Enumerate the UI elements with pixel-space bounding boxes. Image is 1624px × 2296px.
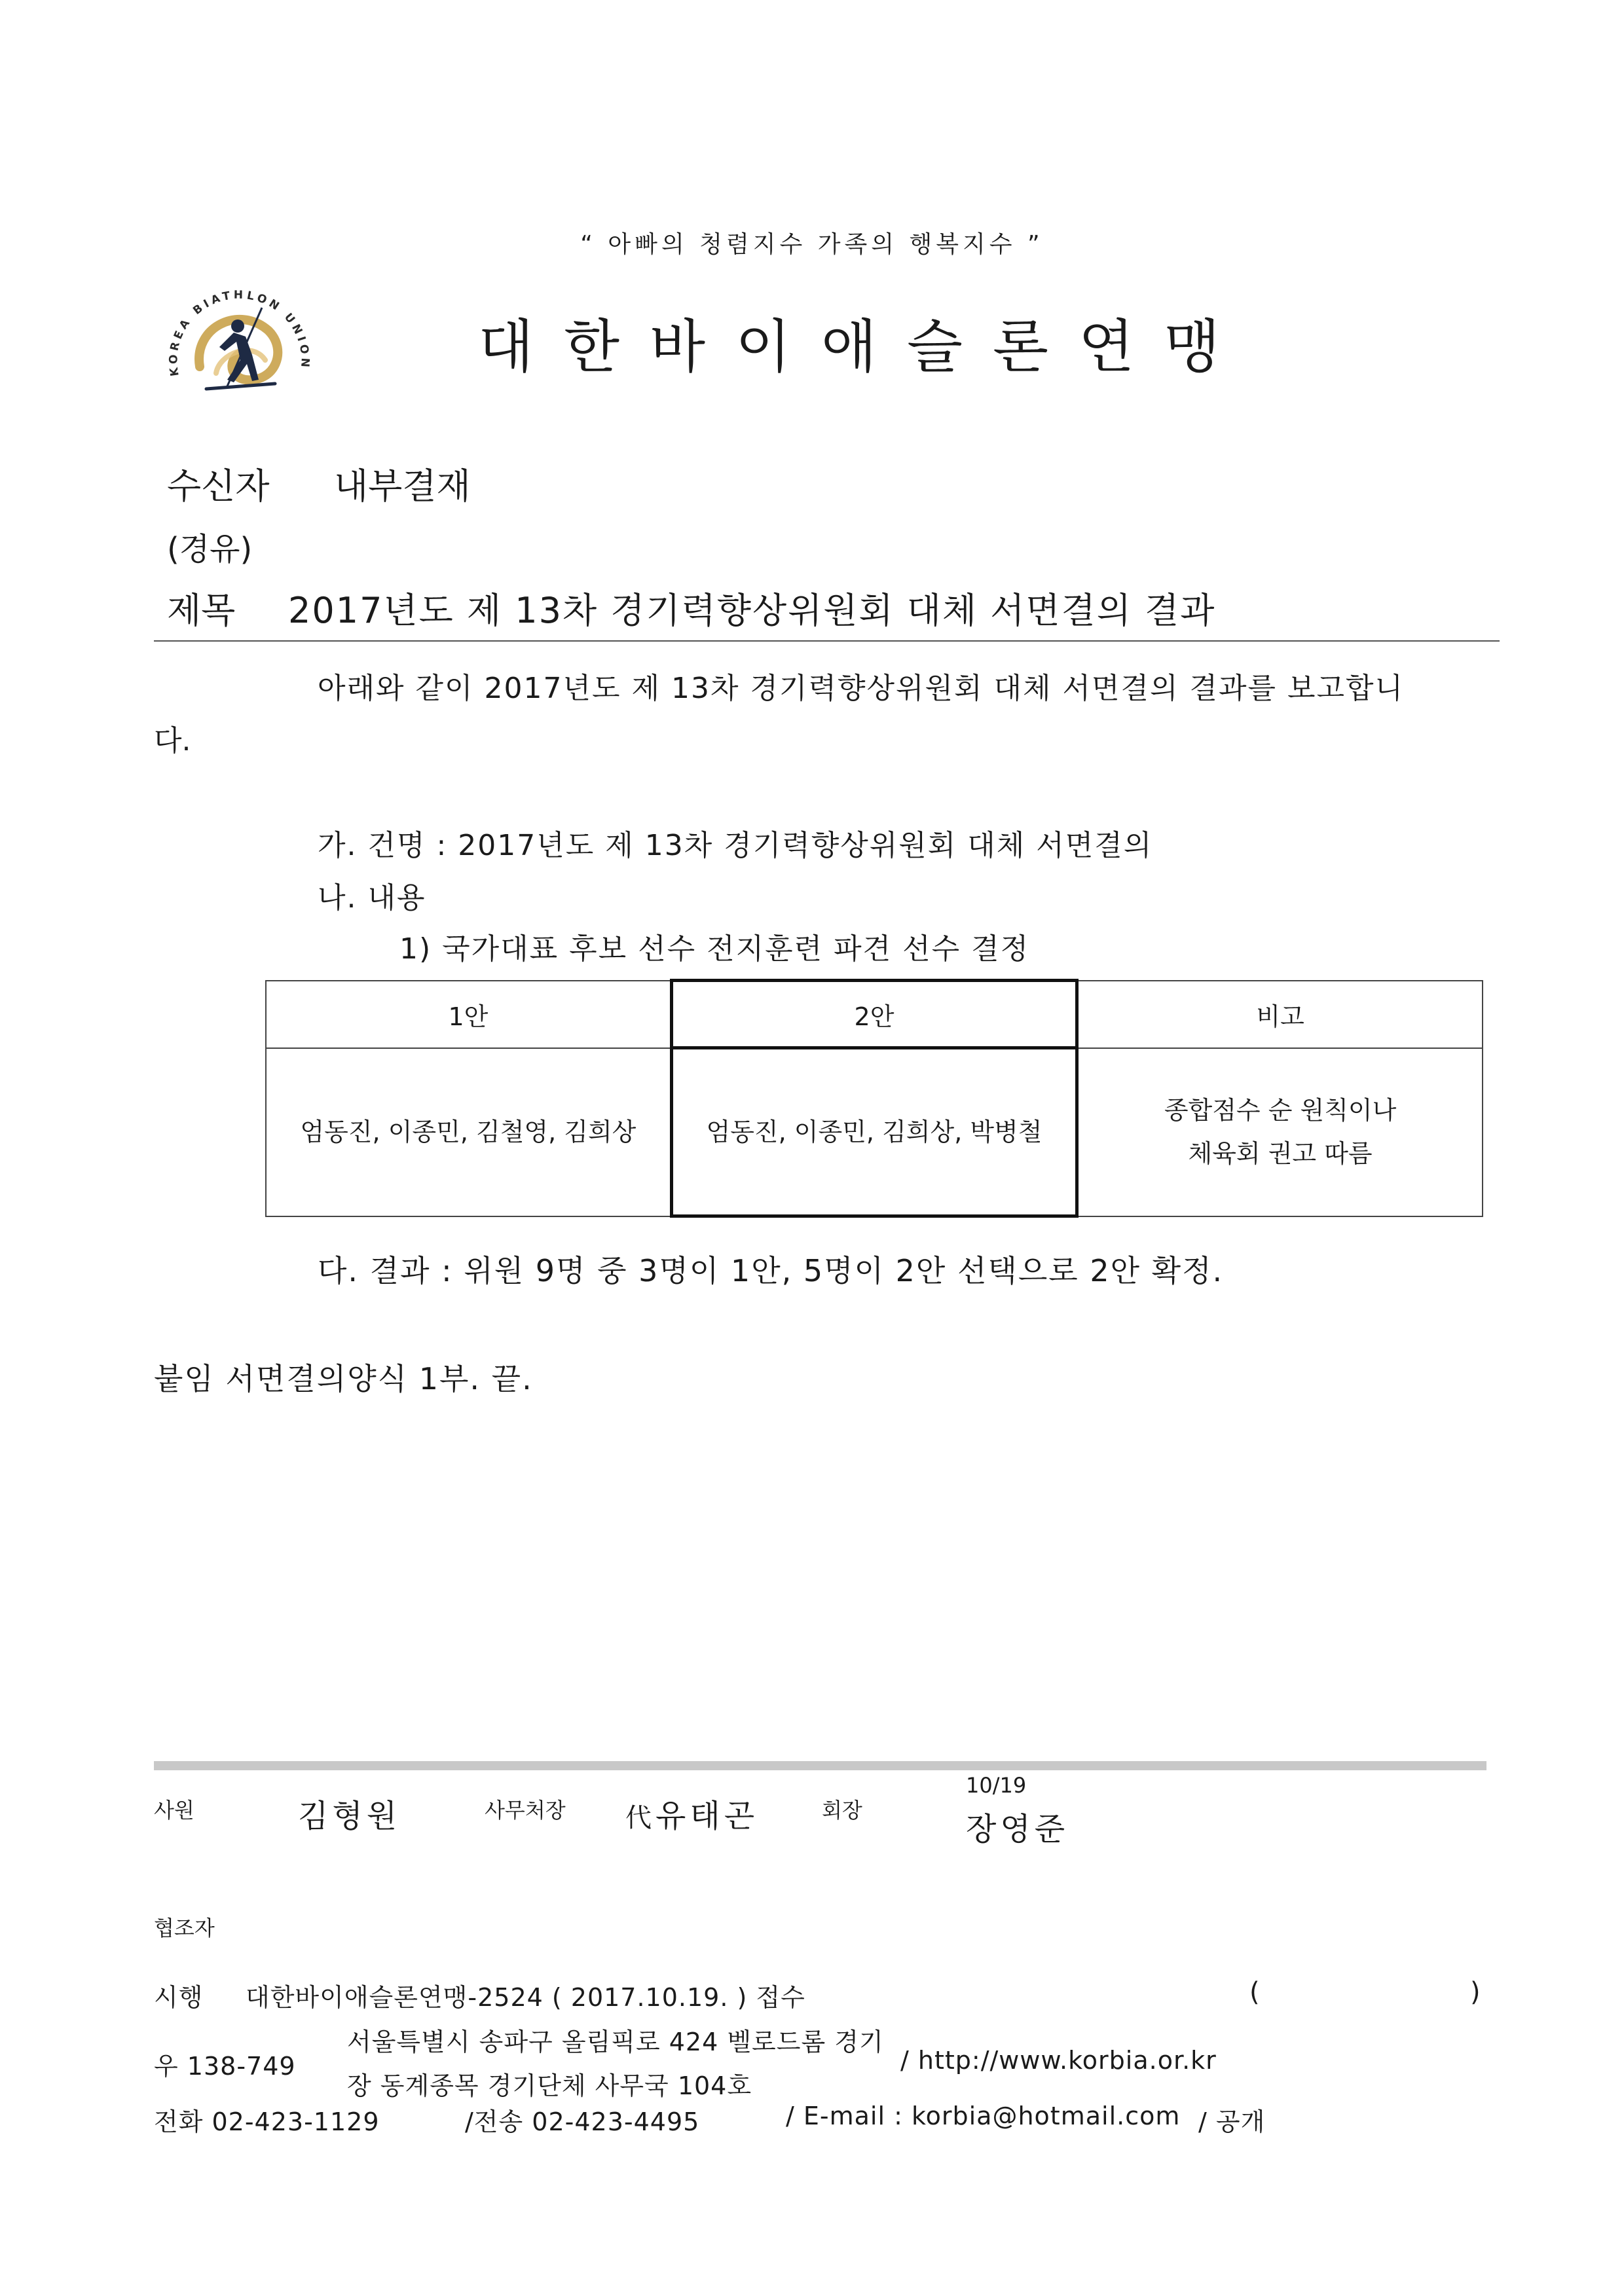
receipt-paren-close: ) (1470, 1977, 1481, 2007)
execution-label: 시행 (154, 1983, 204, 2012)
website-link[interactable]: / http://www.korbia.or.kr (900, 2046, 1217, 2075)
fax-number: /전송 02-423-4495 (465, 2107, 700, 2136)
plan-table (265, 979, 1483, 1218)
deputy-mark: 代 (625, 1803, 655, 1833)
staff-name: 김형원 (298, 1798, 401, 1834)
organization-name: 대한바이애슬론연맹 (478, 313, 1251, 380)
subject-value: 2017년도 제 13차 경기력향상위원회 대체 서면결의 결과 (288, 590, 1216, 631)
zip-code: 우 138-749 (154, 2052, 296, 2081)
via-label: (경유) (167, 531, 253, 568)
table-cell-plan1: 엄동진, 이종민, 김철영, 김희상 (266, 1048, 671, 1216)
secretary-label: 사무처장 (485, 1798, 566, 1823)
slogan: “ 아빠의 청렴지수 가족의 행복지수 ” (580, 231, 1044, 258)
intro-text-line1: 아래와 같이 2017년도 제 13차 경기력향상위원회 대체 서면결의 결과를 보고합니 (318, 672, 1404, 705)
svg-text:KOREA BIATHLON UNION: KOREA BIATHLON UNION (167, 288, 312, 377)
item-na-content: 나. 내용 (318, 881, 426, 915)
address-line1: 서울특별시 송파구 올림픽로 424 벨로드롬 경기 (347, 2028, 884, 2056)
secretary-signature (625, 1791, 758, 1836)
receiver-value: 내부결재 (334, 465, 471, 507)
table-header-plan1: 1안 (266, 981, 671, 1048)
table-header-plan2: 2안 (671, 981, 1077, 1048)
execution-value: 대한바이애슬론연맹-2524 ( 2017.10.19. ) 접수 (246, 1983, 805, 2012)
secretary-name: 유태곤 (655, 1798, 759, 1834)
intro-text-line2: 다. (154, 724, 191, 757)
receiver-label: 수신자 (167, 465, 270, 507)
attachment-line: 붙임 서면결의양식 1부. 끝. (154, 1361, 533, 1396)
table-header-remarks: 비고 (1077, 981, 1483, 1048)
table-cell-plan2: 엄동진, 이종민, 김희상, 박병철 (671, 1048, 1077, 1216)
approval-divider (154, 1761, 1486, 1770)
email-address[interactable]: / E-mail : korbia@hotmail.com (786, 2102, 1181, 2130)
table-row (266, 1048, 1483, 1216)
header-divider (154, 640, 1500, 642)
item-ga-title: 가. 건명 : 2017년도 제 13차 경기력향상위원회 대체 서면결의 (318, 829, 1153, 862)
table-header-row (266, 981, 1483, 1048)
item-1-decision: 1) 국가대표 후보 선수 전지훈련 파견 선수 결정 (399, 932, 1030, 966)
phone-number: 전화 02-423-1129 (154, 2107, 380, 2136)
receipt-paren-open: ( (1249, 1977, 1260, 2007)
president-name: 장영준 (966, 1811, 1069, 1848)
disclosure-status: / 공개 (1198, 2107, 1266, 2136)
president-approval-date: 10/19 (966, 1773, 1027, 1798)
address-line2: 장 동계종목 경기단체 사무국 104호 (347, 2071, 752, 2100)
subject-label: 제목 (167, 590, 236, 631)
item-da-result: 다. 결과 : 위원 9명 중 3명이 1안, 5명이 2안 선택으로 2안 확정. (318, 1253, 1224, 1288)
president-label: 회장 (822, 1798, 862, 1823)
korea-biathlon-union-logo (154, 268, 331, 406)
staff-label: 사원 (154, 1798, 194, 1823)
table-cell-remarks: 종합점수 순 원칙이나 체육회 권고 따름 (1077, 1048, 1483, 1216)
cooperator-label: 협조자 (154, 1916, 215, 1941)
